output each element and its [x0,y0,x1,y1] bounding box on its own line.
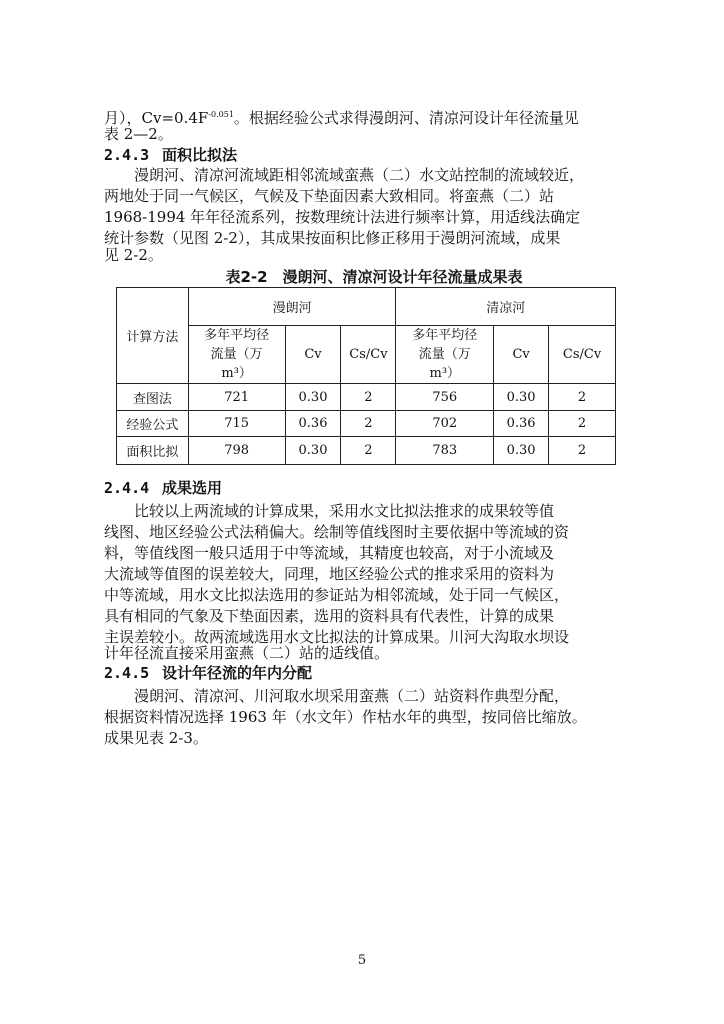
table-row [117,411,616,437]
cv-cell: 0.36 [285,411,341,437]
flow-header: 多年平均径 流量（万 m³） [188,326,285,384]
paragraph-line: 计年径流直接采用蛮燕（二）站的适线值。 [104,644,390,662]
method-header: 计算方法 [117,288,189,384]
cscv-cell: 2 [341,411,396,437]
flow-cell: 702 [396,411,494,437]
paragraph-line: 根据资料情况选择 1963 年（水文年）作枯水年的典型，按同倍比缩放。 [104,708,587,726]
river1-header: 漫朗河 [188,288,396,326]
paragraph-line: 线图、地区经验公式法稍偏大。绘制等值线图时主要依据中等流域的资 [104,523,570,541]
cv-cell: 0.30 [494,384,549,411]
page-number: 5 [357,953,367,968]
section-heading-2-4-5: 2.4.5 设计年径流的年内分配 [104,664,313,682]
table-caption: 表2-2 漫朗河、清凉河设计年径流量成果表 [225,268,523,286]
cv-cell: 0.36 [494,411,549,437]
section-heading-2-4-4: 2.4.4 成果选用 [104,479,223,497]
cv-cell: 0.30 [494,437,549,465]
flow-cell: 783 [396,437,494,465]
cscv-cell: 2 [341,437,396,465]
paragraph-line: 见 2-2。 [104,246,163,264]
paragraph-line: 两地处于同一气候区，气候及下垫面因素大致相同。将蛮燕（二）站 [104,187,555,205]
paragraph-line: 具有相同的气象及下垫面因素，选用的资料具有代表性，计算的成果 [104,607,555,625]
table-subheader-row [117,326,616,384]
paragraph-line: 比较以上两流域的计算成果，采用水文比拟法推求的成果较等值 [104,502,555,520]
paragraph-line: 大流域等值图的误差较大，同理，地区经验公式的推求采用的资料为 [104,565,555,583]
cv-header: Cv [494,326,549,384]
flow-cell: 715 [188,411,285,437]
method-cell: 经验公式 [117,411,189,437]
paragraph-line: 漫朗河、清凉河流域距相邻流域蛮燕（二）水文站控制的流域较近， [104,166,585,184]
results-table [116,287,616,465]
paragraph-line: 成果见表 2-3。 [104,729,208,747]
paragraph-line: 漫朗河、清凉河、川河取水坝采用蛮燕（二）站资料作典型分配， [104,687,570,705]
cscv-cell: 2 [549,411,616,437]
cv-header: Cv [285,326,341,384]
cscv-header: Cs/Cv [549,326,616,384]
cscv-cell: 2 [549,437,616,465]
section-heading-2-4-3: 2.4.3 面积比拟法 [104,146,238,164]
paragraph-line: 1968-1994 年年径流系列，按数理统计法进行频率计算，用适线法确定 [104,208,581,226]
intro-line-2: 表 2—2。 [104,125,173,143]
paragraph-line: 料，等值线图一般只适用于中等流域，其精度也较高，对于小流域及 [104,544,555,562]
table-header-row [117,288,616,326]
cscv-cell: 2 [549,384,616,411]
cscv-header: Cs/Cv [341,326,396,384]
method-cell: 查图法 [117,384,189,411]
intro-line-1: 月），$Cv=0.4F^{-0.051}$。根据经验公式求得漫朗河、清凉河设计年径流量见 [104,109,579,127]
cscv-cell: 2 [341,384,396,411]
paragraph-line: 统计参数（见图 2-2），其成果按面积比修正移用于漫朗河流域，成果 [104,229,561,247]
table-row [117,437,616,465]
table-row [117,384,616,411]
flow-cell: 756 [396,384,494,411]
paragraph-line: 中等流域，用水文比拟法选用的参证站为相邻流域，处于同一气候区， [104,586,570,604]
paragraph-line: 主误差较小。故两流域选用水文比拟法的计算成果。川河大沟取水坝设 [104,628,570,646]
river2-header: 清凉河 [396,288,616,326]
method-cell: 面积比拟 [117,437,189,465]
flow-header: 多年平均径 流量（万 m³） [396,326,494,384]
cv-cell: 0.30 [285,384,341,411]
flow-cell: 798 [188,437,285,465]
flow-cell: 721 [188,384,285,411]
cv-cell: 0.30 [285,437,341,465]
